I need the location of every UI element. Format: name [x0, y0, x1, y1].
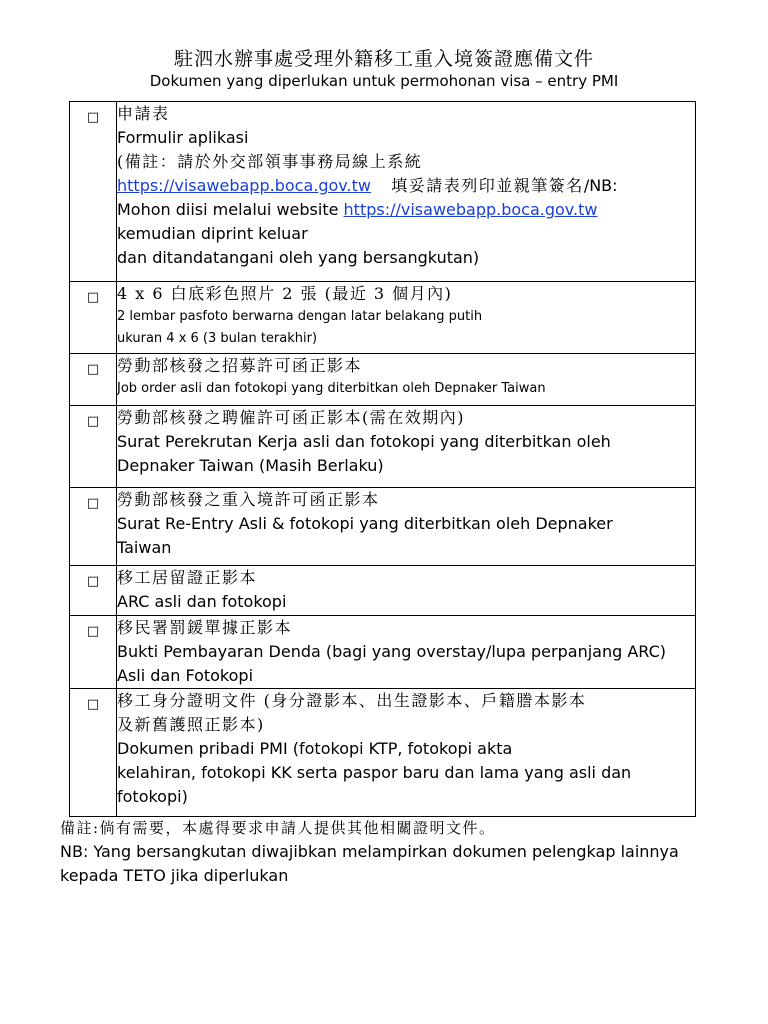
checklist-row — [70, 566, 696, 616]
checkbox[interactable] — [70, 616, 117, 689]
item-text-line: Depnaker Taiwan (Masih Berlaku) — [117, 456, 384, 475]
item-text-line: 2 lembar pasfoto berwarna dengan latar belakang putih — [117, 309, 483, 324]
item-website-line — [117, 198, 695, 222]
item-text — [117, 282, 696, 354]
item-text-line: dan ditandatangani oleh yang bersangkutan) — [117, 248, 480, 267]
checkbox-glyph: □ — [86, 110, 100, 125]
item-title-zh: 勞動部核發之重入境許可函正影本 — [117, 490, 380, 509]
item-text — [117, 354, 696, 406]
nb-label: /NB: — [583, 176, 618, 195]
item-text-line: Asli dan Fotokopi — [117, 666, 254, 685]
checkbox[interactable] — [70, 488, 117, 566]
item-title-zh: 勞動部核發之聘僱許可函正影本(需在效期內) — [117, 408, 465, 427]
item-title-zh: 勞動部核發之招募許可函正影本 — [117, 356, 363, 375]
item-title-zh: 申請表 — [117, 104, 170, 123]
checkbox-glyph: □ — [86, 574, 100, 589]
item-text — [117, 689, 696, 817]
item-text — [117, 102, 696, 282]
checklist-row — [70, 354, 696, 406]
checkbox[interactable] — [70, 282, 117, 354]
item-text-line: Surat Re-Entry Asli & fotokopi yang diterbitkan oleh Depnaker — [117, 514, 613, 533]
item-text-line: kemudian diprint keluar — [117, 224, 308, 243]
item-text — [117, 406, 696, 488]
footnote — [60, 816, 760, 888]
item-text-line: Dokumen pribadi PMI (fotokopi KTP, fotokopi akta — [117, 739, 513, 758]
checkbox[interactable] — [70, 102, 117, 282]
item-title-zh: 移民署罰鍰單據正影本 — [117, 618, 293, 637]
item-text-line: fotokopi) — [117, 787, 188, 806]
item-title-zh-cont: 及新舊護照正影本) — [117, 715, 265, 734]
checkbox-glyph: □ — [86, 697, 100, 712]
item-text-line: ukuran 4 x 6 (3 bulan terakhir) — [117, 331, 318, 346]
checkbox[interactable] — [70, 354, 117, 406]
checkbox[interactable] — [70, 689, 117, 817]
item-title-id: Formulir aplikasi — [117, 128, 249, 147]
item-text — [117, 566, 696, 616]
item-note-zh-suffix: 填妥請表列印並親筆簽名 — [391, 176, 584, 195]
checkbox[interactable] — [70, 406, 117, 488]
item-title-zh: 4 x 6 白底彩色照片 2 張 (最近 3 個月內) — [117, 284, 453, 303]
checklist-row — [70, 102, 696, 282]
checklist-row — [70, 616, 696, 689]
page-subtitle: Dokumen yang diperlukan untuk permohonan visa – entry PMI — [149, 72, 619, 90]
item-text-line: Surat Perekrutan Kerja asli dan fotokopi yang diterbitkan oleh — [117, 432, 611, 451]
item-text-line: Taiwan — [117, 538, 172, 557]
checkbox-glyph: □ — [86, 496, 100, 511]
item-title-zh: 移工身分證明文件 (身分證影本、出生證影本、戶籍謄本影本 — [117, 691, 587, 710]
checklist-row — [70, 488, 696, 566]
page-title: 駐泗水辦事處受理外籍移工重入境簽證應備文件 — [173, 48, 594, 70]
item-title-zh: 移工居留證正影本 — [117, 568, 258, 587]
item-link-line — [117, 174, 695, 198]
checkbox-glyph: □ — [86, 414, 100, 429]
website-prefix: Mohon diisi melalui website — [117, 200, 344, 219]
item-text — [117, 488, 696, 566]
item-text-line: kelahiran, fotokopi KK serta paspor baru dan lama yang asli dan — [117, 763, 632, 782]
checkbox-glyph: □ — [86, 362, 100, 377]
item-text-line: Job order asli dan fotokopi yang diterbitkan oleh Depnaker Taiwan — [117, 381, 546, 396]
item-text-line: ARC asli dan fotokopi — [117, 592, 287, 611]
checklist-row — [70, 689, 696, 817]
checkbox[interactable] — [70, 566, 117, 616]
boca-link-2[interactable]: https://visawebapp.boca.gov.tw — [343, 200, 598, 219]
checklist-row — [70, 282, 696, 354]
checkbox-glyph: □ — [86, 290, 100, 305]
item-text — [117, 616, 696, 689]
item-text-line: Bukti Pembayaran Denda (bagi yang overstay/lupa perpanjang ARC) — [117, 642, 667, 661]
document-checklist — [69, 101, 696, 817]
footnote-id-line: kepada TETO jika diperlukan — [60, 866, 289, 885]
boca-link[interactable]: https://visawebapp.boca.gov.tw — [117, 176, 371, 195]
footnote-zh: 備註:倘有需要，本處得要求申請人提供其他相關證明文件。 — [60, 819, 496, 837]
footnote-id-line: NB: Yang bersangkutan diwajibkan melampirkan dokumen pelengkap lainnya — [60, 842, 679, 861]
checkbox-glyph: □ — [86, 624, 100, 639]
checklist-row — [70, 406, 696, 488]
item-note-zh: (備註：請於外交部領事事務局線上系統 — [117, 152, 423, 171]
